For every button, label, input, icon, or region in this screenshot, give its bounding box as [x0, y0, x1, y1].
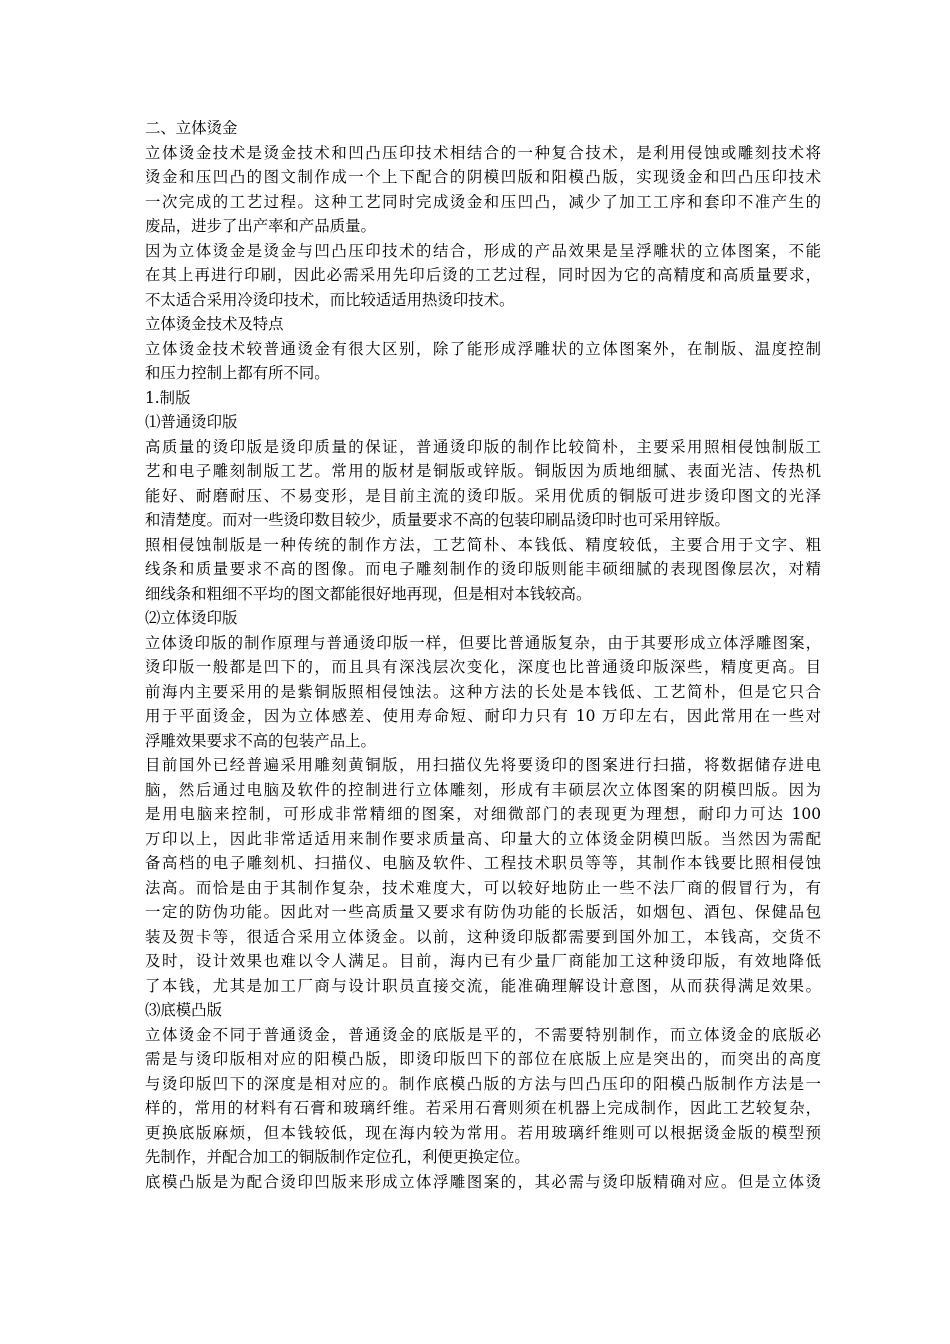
text-line: 及时，设计效果也难以令人满足。目前，海内已有少量厂商能加工这种烫印版，有效地降低: [145, 952, 821, 970]
text-line: 浮雕效果要求不高的包装产品上。: [145, 731, 376, 750]
text-line: 万印以上，因此非常适适用来制作要求质量高、印量大的立体烫金阴模凹版。当然因为需配: [145, 829, 821, 848]
text-line: 细线条和粗细不平均的图文都能很好地再现，但是相对本钱较高。: [145, 584, 592, 603]
text-line: 烫印版一般都是凹下的，而且具有深浅层次变化，深度也比普通烫印版深些，精度更高。目: [145, 658, 821, 676]
text-line: 一定的防伪功能。因此对一些高质量又要求有防伪功能的长版活，如烟包、酒包、保健品包: [145, 903, 821, 921]
text-line: 备高档的电子雕刻机、扫描仪、电脑及软件、工程技术职员等等，其制作本钱要比照相侵蚀: [145, 854, 821, 872]
text-line: 能好、耐磨耐压、不易变形，是目前主流的烫印版。采用优质的铜版可进步烫印图文的光泽: [145, 486, 821, 505]
text-line: 装及贺卡等，很适合采用立体烫金。以前，这种烫印版都需要到国外加工，本钱高，交货不: [145, 927, 821, 946]
text-line: 1.制版: [145, 388, 191, 407]
text-line: 在其上再进行印刷，因此必需采用先印后烫的工艺过程，同时因为它的高精度和高质量要求，: [145, 266, 821, 284]
text-line: 了本钱，尤其是加工厂商与设计职员直接交流，能准确理解设计意图，从而获得满足效果。: [145, 976, 821, 995]
text-line: 脑，然后通过电脑及软件的控制进行立体雕刻，形成有丰硕层次立体图案的阴模凹版。因为: [145, 780, 821, 799]
text-line: ⑵立体烫印版: [145, 609, 238, 627]
text-line: 烫金和压凹凸的图文制作成一个上下配合的阴模凹版和阳模凸版，实现烫金和凹凸压印技术: [145, 168, 821, 186]
text-line: 废品，进步了出产率和产品质量。: [145, 217, 376, 235]
text-line: 立体烫金不同于普通烫金，普通烫金的底版是平的，不需要特别制作，而立体烫金的底版必: [145, 1025, 821, 1044]
text-line: 一次完成的工艺过程。这种工艺同时完成烫金和压凹凸，减少了加工工序和套印不准产生的: [145, 192, 821, 211]
text-line: 与烫印版凹下的深度是相对应的。制作底模凸版的方法与凹凸压印的阳模凸版制作方法是一: [145, 1074, 821, 1093]
text-line: 照相侵蚀制版是一种传统的制作方法，工艺简朴、本钱低、精度较低，主要合用于文字、粗: [145, 535, 821, 554]
text-line: 立体烫金技术及特点: [145, 315, 284, 333]
text-line: 更换底版麻烦，但本钱较低，现在海内较为常用。若用玻璃纤维则可以根据烫金版的模型预: [145, 1123, 821, 1142]
document-body: [145, 116, 821, 1194]
text-line: 立体烫金技术较普通烫金有很大区别，除了能形成浮雕状的立体图案外，在制版、温度控制: [145, 339, 821, 358]
text-line: 线条和质量要求不高的图像。而电子雕刻制作的烫印版则能丰硕细腻的表现图像层次，对精: [145, 560, 821, 578]
text-line: 目前国外已经普遍采用雕刻黄铜版，用扫描仪先将要烫印的图案进行扫描，将数据储存进电: [145, 756, 821, 774]
text-line: 立体烫印版的制作原理与普通烫印版一样，但要比普通版复杂，由于其要形成立体浮雕图案，: [145, 633, 821, 652]
text-line: 是用电脑来控制，可形成非常精细的图案，对细微部门的表现更为理想，耐印力可达 100: [145, 805, 821, 823]
text-line: 立体烫金技术是烫金技术和凹凸压印技术相结合的一种复合技术，是利用侵蚀或雕刻技术将: [145, 143, 821, 162]
text-line: 用于平面烫金，因为立体感差、使用寿命短、耐印力只有 10 万印左右，因此常用在一些对: [145, 707, 821, 725]
text-line: ⑴普通烫印版: [145, 413, 238, 431]
text-line: 和清楚度。而对一些烫印数目较少，质量要求不高的包装印刷品烫印时也可采用锌版。: [145, 511, 730, 529]
text-line: 底模凸版是为配合烫印凹版来形成立体浮雕图案的，其必需与烫印版精确对应。但是立体烫: [145, 1172, 821, 1191]
text-line: 二、立体烫金: [145, 119, 238, 137]
text-line: 艺和电子雕刻制版工艺。常用的版材是铜版或锌版。铜版因为质地细腻、表面光洁、传热机: [145, 462, 821, 480]
text-line: 法高。而恰是由于其制作复杂，技术难度大，可以较好地防止一些不法厂商的假冒行为，有: [145, 878, 821, 897]
text-line: 和压力控制上都有所不同。: [145, 364, 330, 382]
text-line: 样的，常用的材料有石膏和玻璃纤维。若采用石膏则须在机器上完成制作，因此工艺较复杂，: [145, 1099, 821, 1117]
text-line: 不太适合采用冷烫印技术，而比较适适用热烫印技术。: [145, 290, 515, 309]
text-line: 需是与烫印版相对应的阳模凸版，即烫印版凹下的部位在底版上应是突出的，而突出的高度: [145, 1050, 821, 1068]
text-line: 前海内主要采用的是紫铜版照相侵蚀法。这种方法的长处是本钱低、工艺简朴，但是它只合: [145, 682, 821, 701]
text-line: 高质量的烫印版是烫印质量的保证，普通烫印版的制作比较简朴，主要采用照相侵蚀制版工: [145, 437, 821, 456]
text-line: 因为立体烫金是烫金与凹凸压印技术的结合，形成的产品效果是呈浮雕状的立体图案，不能: [145, 241, 821, 260]
text-line: 先制作，并配合加工的铜版制作定位孔，利便更换定位。: [145, 1148, 530, 1166]
text-line: ⑶底模凸版: [145, 1001, 222, 1019]
